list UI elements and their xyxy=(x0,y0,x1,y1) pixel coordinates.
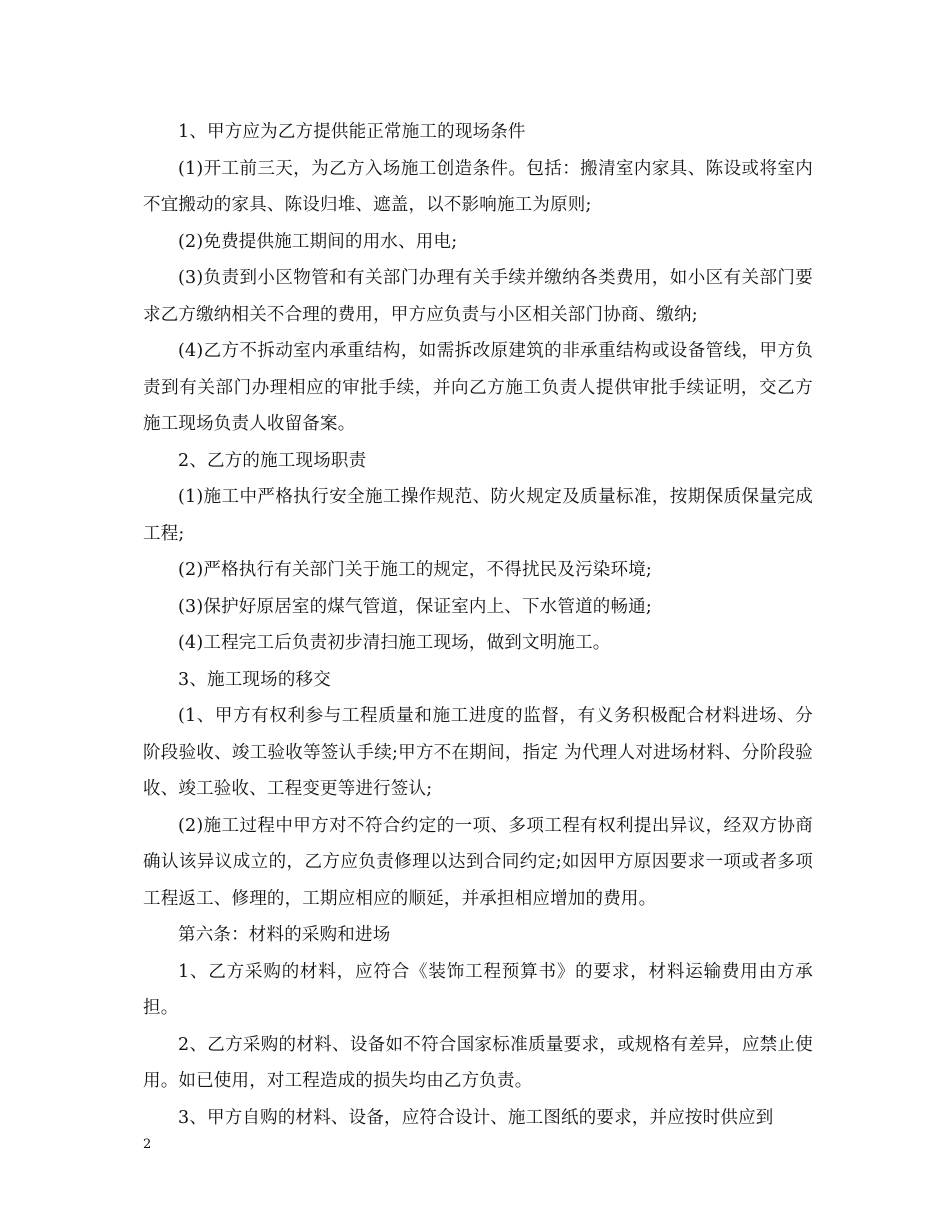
paragraph-2-item-1: (1)施工中严格执行安全施工操作规范、防火规定及质量标准，按期保质保量完成工程; xyxy=(143,487,813,544)
paragraph-1-item-3: (3)负责到小区物管和有关部门办理有关手续并缴纳各类费用，如小区有关部门要求乙方缴纳相关不合理的费用，甲方应负责与小区相关部门协商、缴纳; xyxy=(143,268,813,325)
paragraph-1-heading: 1、甲方应为乙方提供能正常施工的现场条件 xyxy=(178,122,526,142)
page-number: 2 xyxy=(143,1137,152,1152)
paragraph-3-item-2: (2)施工过程中甲方对不符合约定的一项、多项工程有权利提出异议，经双方协商确认该异议成立的，乙方应负责修理以达到合同约定;如因甲方原因要求一项或者多项工程返工、修理的，工期应相应的顺延，并承担相应增加的费用。 xyxy=(143,815,813,909)
article-6-heading: 第六条：材料的采购和进场 xyxy=(178,925,391,945)
paragraph-3-item-1: (1、甲方有权利参与工程质量和施工进度的监督，有义务积极配合材料进场、分阶段验收、竣工验收等签认手续;甲方不在期间，指定 为代理人对进场材料、分阶段验收、竣工验收、工程变更等进行签认; xyxy=(143,706,813,799)
paragraph-2-heading: 2、乙方的施工现场职责 xyxy=(178,450,367,471)
paragraph-1-item-4: (4)乙方不拆动室内承重结构，如需拆改原建筑的非承重结构或设备管线，甲方负责到有关部门办理相应的审批手续，并向乙方施工负责人提供审批手续证明，交乙方施工现场负责人收留备案。 xyxy=(143,341,813,434)
document-body xyxy=(143,114,813,1136)
paragraph-1-item-1: (1)开工前三天，为乙方入场施工创造条件。包括：搬清室内家具、陈设或将室内不宜搬动的家具、陈设归堆、遮盖，以不影响施工为原则; xyxy=(143,158,813,215)
paragraph-3-heading: 3、施工现场的移交 xyxy=(178,669,331,690)
paragraph-2-item-2: (2)严格执行有关部门关于施工的规定，不得扰民及污染环境; xyxy=(178,560,652,580)
paragraph-1-item-2: (2)免费提供施工期间的用水、用电; xyxy=(178,231,458,252)
article-6-item-2: 2、乙方采购的材料、设备如不符合国家标准质量要求，或规格有差异，应禁止使用。如已使用，对工程造成的损失均由乙方负责。 xyxy=(143,1034,813,1091)
article-6-item-3: 3、甲方自购的材料、设备，应符合设计、施工图纸的要求，并应按时供应到 xyxy=(178,1107,774,1128)
article-6-item-1: 1、乙方采购的材料，应符合《装饰工程预算书》的要求，材料运输费用由方承担。 xyxy=(143,961,813,1018)
paragraph-2-item-3: (3)保护好原居室的煤气管道，保证室内上、下水管道的畅通; xyxy=(178,596,652,617)
paragraph-2-item-4: (4)工程完工后负责初步清扫施工现场，做到文明施工。 xyxy=(178,633,611,653)
